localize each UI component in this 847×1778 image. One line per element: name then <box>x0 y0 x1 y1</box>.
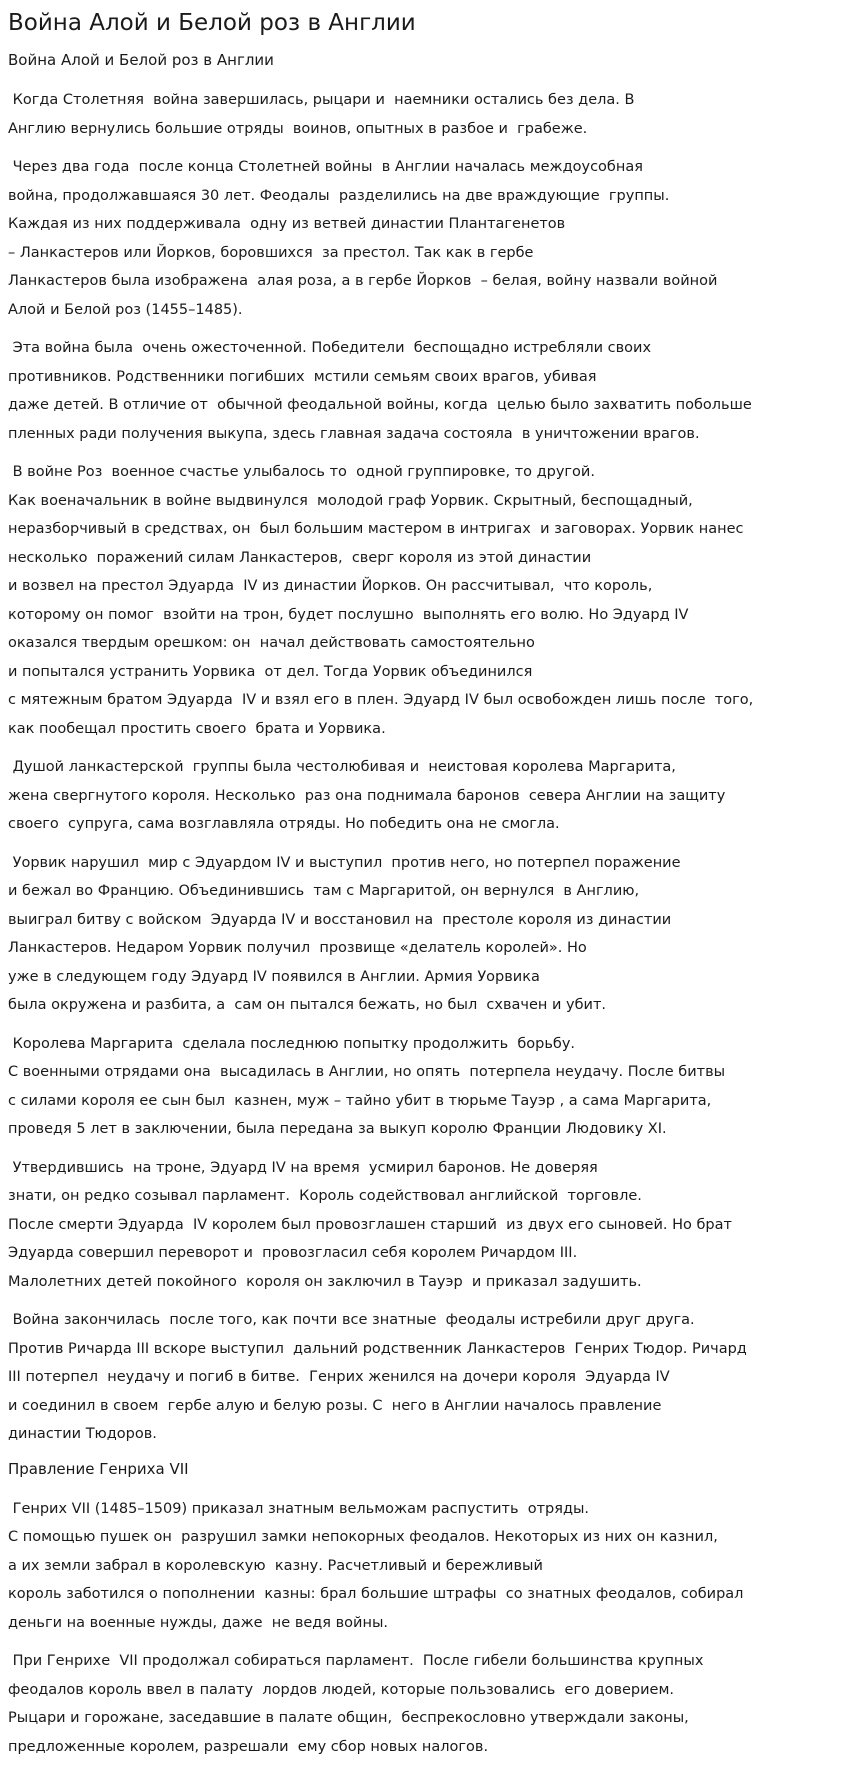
paragraph <box>8 849 839 1020</box>
text-line: При Генрихе VII продолжал собираться парламент. После гибели большинства крупных <box>8 1653 704 1669</box>
paragraph <box>8 86 839 143</box>
text-line: Алой и Белой роз (1455–1485). <box>8 301 243 318</box>
text-line: Душой ланкастерской группы была честолюбивая и неистовая королева Маргарита, <box>8 759 676 775</box>
text-line: Малолетних детей покойного короля он заключил в Тауэр и приказал задушить. <box>8 1273 642 1290</box>
paragraph <box>8 1647 839 1761</box>
article-body-1 <box>8 86 839 1449</box>
text-line: противников. Родственники погибших мстили семьям своих врагов, убивая <box>8 368 597 385</box>
text-line: Королева Маргарита сделала последнюю попытку продолжить борьбу. <box>8 1035 576 1052</box>
text-line: пленных ради получения выкупа, здесь главная задача состояла в уничтожении врагов. <box>8 425 700 442</box>
section-title: Правление Генриха VII <box>8 1459 189 1478</box>
text-line: Утвердившись на троне, Эдуард IV на время усмирил баронов. Не доверяя <box>8 1159 598 1176</box>
text-line: Генрих VII (1485–1509) приказал знатным вельможам распустить отряды. <box>8 1500 590 1517</box>
text-line: Ланкастеров была изображена алая роза, а в гербе Йорков – белая, войну назвали войной <box>8 273 718 289</box>
text-line: король заботился о пополнении казны: брал большие штрафы со знатных феодалов, собирал <box>8 1586 744 1602</box>
text-line: Эдуарда совершил переворот и провозгласил себя королем Ричардом III. <box>8 1245 578 1261</box>
text-line: и попытался устранить Уорвика от дел. Тогда Уорвик объединился <box>8 663 533 680</box>
text-line: с мятежным братом Эдуарда IV и взял его в плен. Эдуард IV был освобожден лишь после того, <box>8 692 754 708</box>
text-line: Рыцари и горожане, заседавшие в палате общин, беспрекословно утверждали законы, <box>8 1710 689 1726</box>
text-line: Уорвик нарушил мир с Эдуардом IV и выступил против него, но потерпел поражение <box>8 854 681 871</box>
text-line: Война закончилась после того, как почти все знатные феодалы истребили друг друга. <box>8 1312 695 1328</box>
text-line: С военными отрядами она высадилась в Англии, но опять потерпела неудачу. После битвы <box>8 1064 726 1080</box>
text-line: война, продолжавшаяся 30 лет. Феодалы разделились на две враждующие группы. <box>8 187 670 204</box>
article-subtitle: Война Алой и Белой роз в Англии <box>8 51 274 69</box>
text-line: и бежал во Францию. Объединившись там с Маргаритой, он вернулся в Англию, <box>8 883 640 899</box>
text-line: жена свергнутого короля. Несколько раз она поднимала баронов севера Англии на защиту <box>8 787 726 804</box>
text-line: и возвел на престол Эдуарда IV из династии Йорков. Он рассчитывал, что король, <box>8 578 653 594</box>
text-line: Как военачальник в войне выдвинулся молодой граф Уорвик. Скрытный, беспощадный, <box>8 492 693 509</box>
text-line: выиграл битву с войском Эдуарда IV и восстановил на престоле короля из династии <box>8 911 672 928</box>
text-line: феодалов король ввел в палату лордов людей, которые пользовались его доверием. <box>8 1681 675 1698</box>
text-line: династии Тюдоров. <box>8 1426 157 1442</box>
text-line: была окружена и разбита, а сам он пытался бежать, но был схвачен и убит. <box>8 997 607 1013</box>
text-line: неразборчивый в средствах, он был большим мастером в интригах и заговорах. Уорвик нанес <box>8 521 744 537</box>
paragraph <box>8 334 839 448</box>
text-line: деньги на военные нужды, даже не ведя войны. <box>8 1614 389 1631</box>
text-line: После смерти Эдуарда IV королем был провозглашен старший из двух его сыновей. Но брат <box>8 1216 732 1233</box>
text-line: своего супруга, сама возглавляла отряды. Но победить она не смогла. <box>8 816 560 832</box>
text-line: и соединил в своем гербе алую и белую розы. С него в Англии началось правление <box>8 1397 662 1414</box>
paragraph <box>8 458 839 743</box>
text-line: III потерпел неудачу и погиб в битве. Генрих женился на дочери короля Эдуарда IV <box>8 1369 670 1385</box>
paragraph <box>8 1306 839 1449</box>
paragraph <box>8 753 839 839</box>
article-body-2 <box>8 1495 839 1762</box>
text-line: Англию вернулись большие отряды воинов, опытных в разбое и грабеже. <box>8 120 588 137</box>
text-line: – Ланкастеров или Йорков, боровшихся за престол. Так как в гербе <box>8 244 534 261</box>
text-line: даже детей. В отличие от обычной феодальной войны, когда целью было захватить побольше <box>8 397 752 413</box>
text-line: В войне Роз военное счастье улыбалось то одной группировке, то другой. <box>8 464 595 480</box>
page-title: Война Алой и Белой роз в Англии <box>8 10 416 36</box>
text-line: несколько поражений силам Ланкастеров, сверг короля из этой династии <box>8 549 592 566</box>
paragraph <box>8 1030 839 1144</box>
text-line: предложенные королем, разрешали ему сбор новых налогов. <box>8 1738 489 1755</box>
text-line: Через два года после конца Столетней войны в Англии началась междоусобная <box>8 159 643 175</box>
paragraph <box>8 1154 839 1297</box>
text-line: а их земли забрал в королевскую казну. Расчетливый и бережливый <box>8 1557 543 1574</box>
text-line: Когда Столетняя война завершилась, рыцари и наемники остались без дела. В <box>8 92 635 108</box>
text-line: Ланкастеров. Недаром Уорвик получил прозвище «делатель королей». Но <box>8 940 587 956</box>
text-line: которому он помог взойти на трон, будет послушно выполнять его волю. Но Эдуард IV <box>8 606 689 623</box>
text-line: знати, он редко созывал парламент. Король содействовал английской торговле. <box>8 1188 642 1204</box>
text-line: как пообещал простить своего брата и Уорвика. <box>8 720 386 737</box>
text-line: с силами короля ее сын был казнен, муж – тайно убит в тюрьме Тауэр , а сама Маргарита, <box>8 1092 712 1109</box>
text-line: Эта война была очень ожесточенной. Победители беспощадно истребляли своих <box>8 340 652 356</box>
text-line: проведя 5 лет в заключении, была передана за выкуп королю Франции Людовику XI. <box>8 1121 667 1137</box>
text-line: С помощью пушек он разрушил замки непокорных феодалов. Некоторых из них он казнил, <box>8 1529 718 1545</box>
text-line: Каждая из них поддерживала одну из ветвей династии Плантагенетов <box>8 216 566 232</box>
text-line: уже в следующем году Эдуард IV появился в Англии. Армия Уорвика <box>8 968 540 985</box>
text-line: Против Ричарда III вскоре выступил дальний родственник Ланкастеров Генрих Тюдор. Ричард <box>8 1340 747 1357</box>
text-line: оказался твердым орешком: он начал действовать самостоятельно <box>8 635 535 651</box>
paragraph <box>8 1495 839 1638</box>
paragraph <box>8 153 839 324</box>
